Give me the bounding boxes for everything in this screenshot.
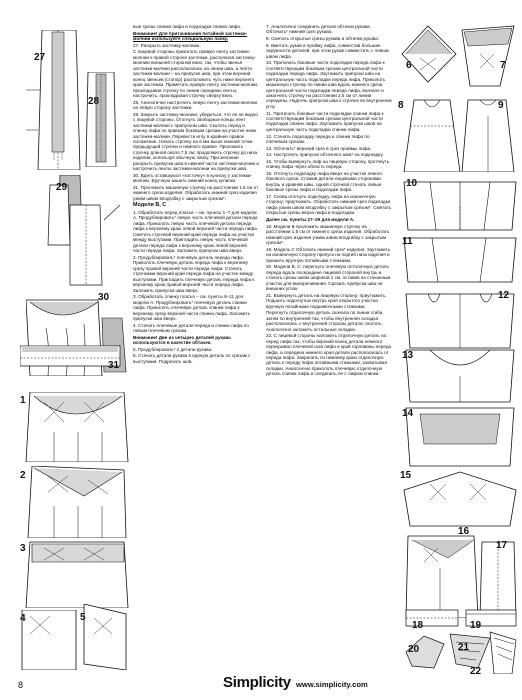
instruction-paragraph: 5. Продублировать* 2 детали рукава. <box>133 346 213 352</box>
website-url: www.simplicity.com <box>296 680 368 689</box>
figure-10 <box>400 176 520 232</box>
figure-number-31: 31 <box>108 360 120 371</box>
figure-number-8: 8 <box>398 100 404 111</box>
instruction-paragraph: 31. Проложить машинную строчку на расстоянии 1,5 см от нижнего среза изделия. Обработать нижний срез изделия узким швом вподгибку с закрытым срезом*. <box>133 185 259 201</box>
instruction-paragraph: 2. Продублировать* плечевую деталь переда лифа. Приколоть плечевую деталь переда лифа к верхнему срезу правой верхней части переда лифа. Стачать строчками верхний край переда лифа на участке между выступами. Пригладить плечевую деталь переда лифа к верхнему краю правой верхней части переда лифа. Заложить припуски шва вверх. <box>133 254 255 293</box>
instruction-paragraph: 1. Обработать перед платья – см. пункты 1–7 для модели A. Продублировать* левую часть плечевой детали переда лифа. Приколоть левую часть плечевой детали переда лифа к верхнему краю левой верхней части переда лифа. Сметать строчкой верхний край переда лифа на участке между выступами. Пригладить левую часть плечевой детали переда лифа к верхнему краю левой верхней части переда лифа. Заложить припуски шва вверх. <box>133 210 258 254</box>
instruction-paragraph: 21. Вывернуть деталь на лицевую сторону; приутюжить. Подшить подогнутые внутрь края открытого участка вручную потайными подшивочными стежками. <box>266 292 387 309</box>
figure-number-16: 16 <box>458 526 470 537</box>
instruction-paragraph: Перегнуть отделочную деталь скачала по линии сгиба, затем по внутренней так, чтобы внутренняя складка располагалась с внутренней стороны детали; сколоть. Аналогично заложить остальные складки. <box>266 310 384 332</box>
figure-14 <box>400 404 520 468</box>
instruction-paragraph: 3. Обработать спинку платья – см. пункты 8–11 для модели A. Продублировать* плечевую деталь спинки лифа. Приколоть плечевую деталь спинки лифа к верхнему срезу верхней части спинки лифа. Заложить припуски шва вверх. <box>133 294 250 321</box>
figure-number-17: 17 <box>496 540 508 551</box>
instruction-column-2 <box>266 24 392 378</box>
figure-9 <box>458 96 518 172</box>
figure-number-15: 15 <box>400 470 412 481</box>
instruction-paragraph: 4. Стачать плечевые детали переда и спинки лифа по левым плечевым срезам. <box>133 322 249 334</box>
page-number: 8 <box>18 680 24 690</box>
figure-15 <box>400 470 520 528</box>
instruction-paragraph: 20. Модели B, C: перегнуть плечевую оптолочную деталь переда вдоль посередине лицевой стороной внутрь и стачать срезы швом шириной 1 см, оставив не стачанным участок для выворачивания. Срезать припуски шва на внешних углах. <box>266 264 391 292</box>
figure-number-21: 21 <box>458 642 470 653</box>
instruction-paragraph: 19. Модель C Обтачать нижний срез* изделия. Заутюжить на изнаночную сторону припуск на подгиб низа изделия и пришить вручную потайными стежками. <box>266 246 391 263</box>
figure-number-4: 4 <box>20 613 26 624</box>
instruction-paragraph: 29. Закрыть застежку-молнию; убедиться, что ее не видно с лицевой стороны. Отогнуть свободные концы лент застежки-молнии с припуском шва. Сколоть перед и спинку лифа по правым боковым срезам на участке ниже застежки-молнии. Перевести иглу в крайнее правое положение. Начать строчку на 6 мм выше нижней точки предыдущей строчки и немного правее. Проложить строчку длиной около 7,5 см; продолжить строчку до низа изделия, используя обычную лапку. При желании раскрыть припуски шва в нижней части застежки-молнии и настрочить ленты застежки-молнии на припуски шва. <box>133 111 259 172</box>
instruction-column-1 <box>133 24 259 366</box>
figure-number-22: 22 <box>470 666 482 677</box>
instruction-paragraph: 13. Обтачать* верхний срез в срез проймы лифа. <box>266 145 372 151</box>
figure-1 <box>24 392 132 462</box>
figure-number-1: 1 <box>20 395 26 406</box>
figure-number-10: 10 <box>406 178 418 189</box>
instruction-paragraph: 8. Сметать открытые срезы рукава и обтачки рукава. <box>266 36 380 42</box>
instruction-paragraph: 15. Чтобы вывернуть лиф на лицевую сторону, протянуть спинку лифа через область переда. <box>266 158 390 170</box>
figure-2 <box>24 466 132 538</box>
figure-4 <box>20 610 78 670</box>
instruction-paragraph: 6. Стачать детали рукава в единую деталь по срезам с выступами. Подрезать шов. <box>133 353 251 364</box>
figure-8 <box>400 96 464 172</box>
figure-number-12: 12 <box>498 290 510 301</box>
figure-number-27: 27 <box>34 52 46 63</box>
figure-number-13: 13 <box>402 350 414 361</box>
instruction-paragraph: 11. Притачать боковые части подкладки спинки лифа к соответствующим боковым срезам центральной части подкладки спинки лифа. Заутюжить припуски швов на центральную часть подкладки спинки лифа. <box>266 110 384 132</box>
instruction-paragraph: 14. Настрочить припуски обтачного шва* на подкладку. <box>266 152 384 158</box>
figure-6 <box>398 24 458 84</box>
figure-number-3: 3 <box>20 543 26 554</box>
instruction-paragraph: С лицевой стороны приколоть правую ленту застежки-молнии к правой стороне застежки, располагая застежку-молнию внешней стороной вниз, так, чтобы звенья застежки-молнии располагались на линии шва, а лента застежки-молнии – на припуске шва, при этом верхний конец звеньев (стопор) расположить чуть ниже верхнего края застежки. Приметать правую ленту застежки-молнии, прокладывая строчку по линии середины ленты; настрочить, прокладывая строчку сверху вниз. <box>133 49 259 98</box>
figure-29 <box>30 175 125 290</box>
instruction-paragraph: 30. Вдеть оставшуюся «косточку» в кулиску у застежки-молнии. Вручную зашить нижний конец кулиски. <box>133 172 252 184</box>
figure-22 <box>460 630 518 674</box>
instruction-paragraph: 12. Стачать подкладку переда и спинки лифа по плечевым срезам. <box>266 133 370 144</box>
instruction-paragraph: вые срезы спинки лифа и подкладки спинки лифа. <box>133 24 242 29</box>
figure-number-11: 11 <box>402 236 413 247</box>
figure-number-6: 6 <box>406 60 412 71</box>
instruction-paragraph: 17. Снова отогнуть подкладку лифа на изнаночную сторону; приутюжить. Обработать нижний срез подкладки лифа узким швом вподгибку с закрытым срезом*. Сметать открытые срезы верха лифа и подкладки. <box>266 194 392 216</box>
section-heading: Модели B, C <box>133 202 167 209</box>
attention-note: Внимание! Две из четырех деталей рукава используются в качестве обтачек. <box>133 334 231 346</box>
instruction-paragraph: 27. Раскрыть застежку-молнию. <box>133 42 201 48</box>
figure-number-19: 19 <box>470 620 482 631</box>
instruction-paragraph: 18. Модели B проложить машинную строчку на расстоянии 1,5 см от нижнего среза изделия. Обработать нижний срез изделия узким швом вподгибку с закрытым срезом*. <box>266 223 390 246</box>
figure-number-29: 29 <box>56 182 68 193</box>
brand-logo: Simplicity <box>223 674 291 691</box>
figure-number-18: 18 <box>412 620 424 631</box>
instruction-paragraph: 10. Притачать боковые части подкладки переда лифа к соответствующим боковым срезам центральной части подкладки переда лифа. Заутюжить припуски шва на центральную часть подкладки переда лифа. Приколоть машинную строчку по линии шва вдоль нижнего среза центральной части подкладки переда лифа, вначале и закончить строчку на расстоянии 2,5 см от линии середины. Надсечь припуски шва к строчке во внутреннем углу. <box>266 60 392 109</box>
cross-reference-heading: Далее см. пункты 27–29 для модели A. <box>266 217 355 223</box>
figure-13 <box>400 346 520 404</box>
instruction-paragraph: 9. Вметать рукав в пройму лифа, совместив большие окружности деталей, при этом рукав совместить с левым швом лифа. <box>266 42 389 59</box>
figure-28 <box>70 72 125 167</box>
figure-number-28: 28 <box>88 96 100 107</box>
figure-number-20: 20 <box>408 644 420 655</box>
figure-number-2: 2 <box>20 470 26 481</box>
figure-number-5: 5 <box>80 612 86 623</box>
attention-note: Внимание! Для притачивания потайной застежки-молнии используйте специальную лапку. <box>133 30 248 42</box>
instruction-paragraph: 16. Отогнуть подкладку лифа вверх на участке левого бокового среза. Сложив детали лицевыми сторонами внутрь и уравняв швы, одной строчкой стачать левые боковые срезы лифа и подкладки лифа. <box>266 171 382 193</box>
figure-7 <box>460 24 516 88</box>
figure-number-30: 30 <box>98 292 110 303</box>
figure-number-9: 9 <box>498 100 504 111</box>
figure-11 <box>400 234 520 284</box>
instruction-paragraph: 28. Аналогично настрочить левую ленту застежки-молнии на левую сторону застежки. <box>133 99 258 111</box>
figure-3 <box>24 540 132 608</box>
figure-5 <box>80 604 130 670</box>
figure-number-7: 7 <box>500 60 506 71</box>
figure-number-14: 14 <box>402 408 414 419</box>
instruction-paragraph: 7. Аналогично соединить детали обтачки рукава. Обтачать* нижний срез рукава. <box>266 24 371 35</box>
instruction-paragraph: 22. С лицевой стороны наложить отделочную деталь на перед лифа так, чтобы верхний конец детали немного перекрывал плечевой шов лифа и край горловины переда лифа, а середина нижнего края детали располагалась от переда лифа. Закрепить по нижнему краю отделочную деталь к переду лифа потайными стежками, захватывая складки. Аналогично приколоть плечевую отделочную деталь спинки лифа и соединить ее с лифом спинки. <box>266 333 392 377</box>
